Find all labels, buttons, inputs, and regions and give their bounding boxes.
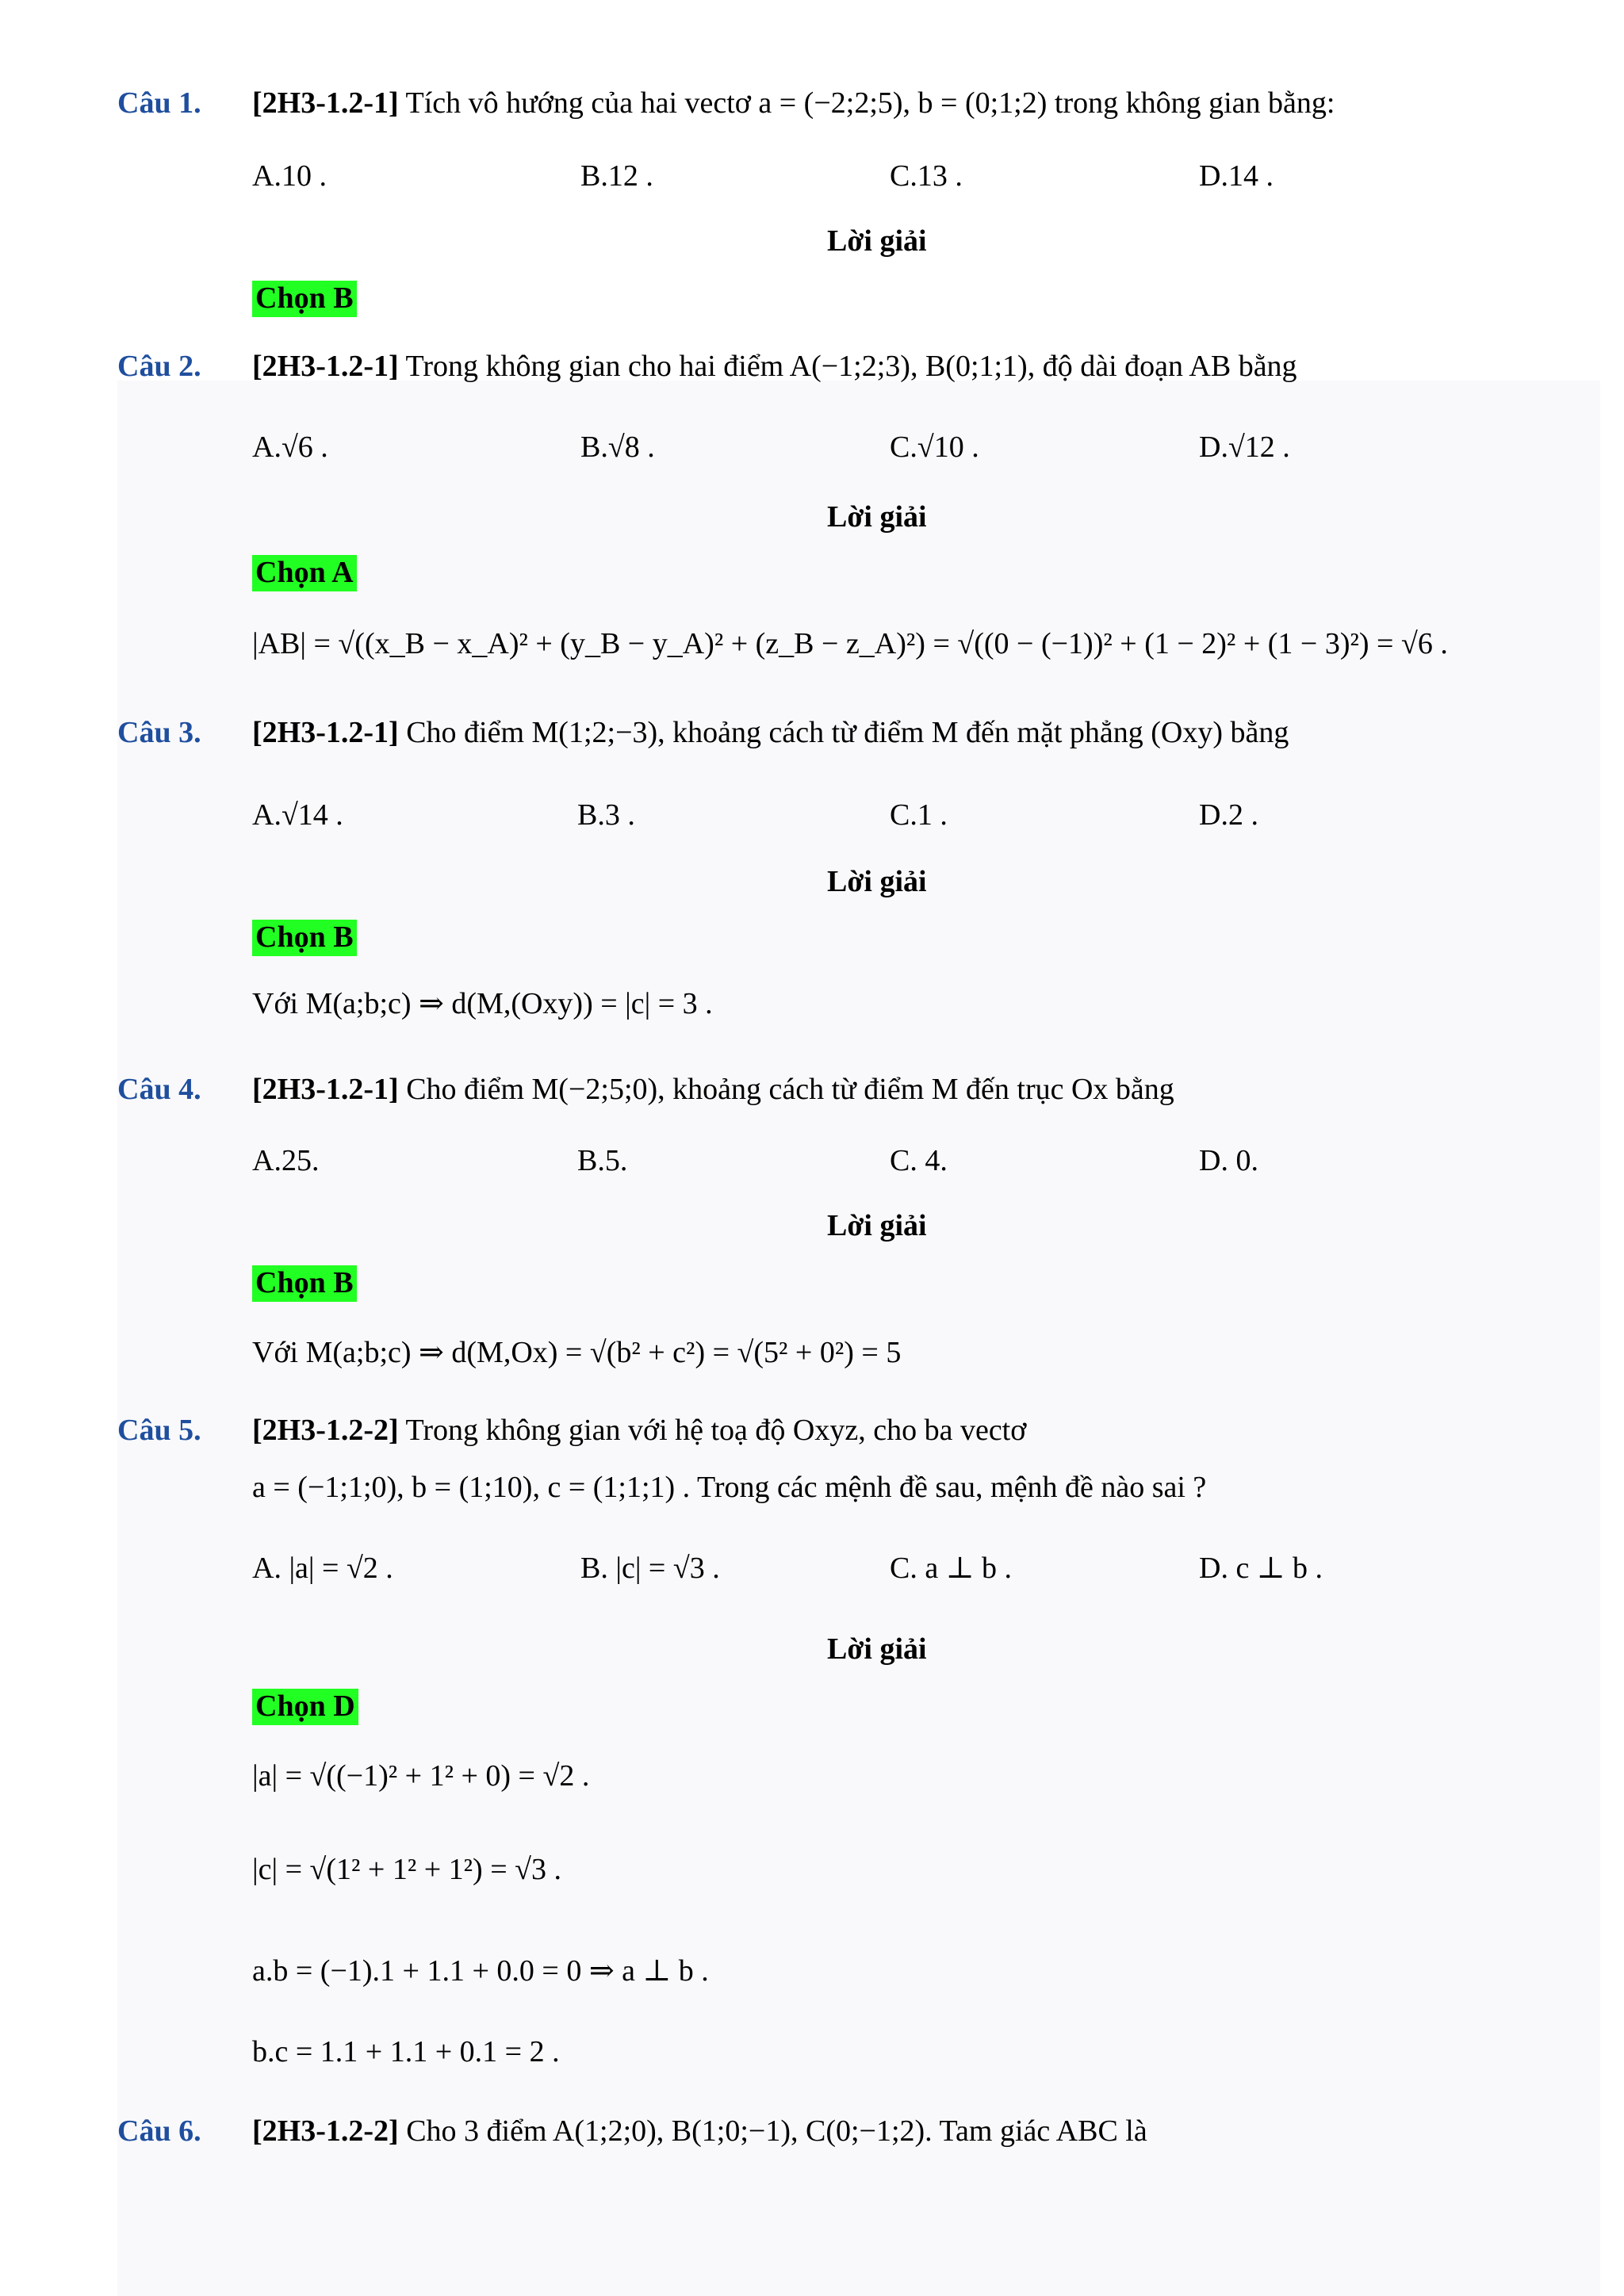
question-5-step-3: a.b = (−1).1 + 1.1 + 0.0 = 0 ⇒ a ⊥ b . <box>252 1954 709 1988</box>
question-1-body: Tích vô hướng của hai vectơ a = (−2;2;5), b = (0;1;2) trong không gian bằng: <box>405 86 1335 120</box>
question-1-option-a: A.10 . <box>252 159 327 193</box>
question-3-answer: Chọn B <box>252 920 357 956</box>
question-4-step-1: Với M(a;b;c) ⇒ d(M,Ox) = √(b² + c²) = √(5² + 0²) = 5 <box>252 1336 902 1369</box>
question-2-option-b: B.√8 . <box>580 430 655 464</box>
question-6-text <box>252 2114 1147 2150</box>
question-4-text <box>252 1072 1174 1108</box>
question-3-tag: [2H3-1.2-1] <box>252 716 399 749</box>
question-1-solution-title: Lời giải <box>827 224 927 258</box>
question-1-number: Câu 1. <box>117 86 201 120</box>
question-3-body: Cho điểm M(1;2;−3), khoảng cách từ điểm M đến mặt phẳng (Oxy) bằng <box>406 716 1289 749</box>
question-5-option-c: C. a ⊥ b . <box>890 1552 1012 1585</box>
question-2-answer: Chọn A <box>252 555 357 591</box>
question-2-solution-title: Lời giải <box>827 500 927 534</box>
question-3-option-d: D.2 . <box>1199 798 1258 832</box>
question-3-number: Câu 3. <box>117 716 201 749</box>
question-5-body: Trong không gian với hệ toạ độ Oxyz, cho ba vectơ <box>405 1414 1027 1447</box>
question-5-step-1: |a| = √((−1)² + 1² + 0) = √2 . <box>252 1759 590 1793</box>
question-2-tag: [2H3-1.2-1] <box>252 350 399 383</box>
question-3-option-b: B.3 . <box>577 798 635 832</box>
question-5-text-line-2: a = (−1;1;0), b = (1;10), c = (1;1;1) . Trong các mệnh đề sau, mệnh đề nào sai ? <box>252 1471 1207 1504</box>
question-5-solution-title: Lời giải <box>827 1632 927 1666</box>
question-2-number: Câu 2. <box>117 350 201 383</box>
question-3-text <box>252 715 1289 752</box>
question-5-tag: [2H3-1.2-2] <box>252 1414 399 1447</box>
question-2-option-d: D.√12 . <box>1199 430 1290 464</box>
question-4-tag: [2H3-1.2-1] <box>252 1073 399 1106</box>
question-5-step-2: |c| = √(1² + 1² + 1²) = √3 . <box>252 1853 562 1886</box>
question-2-text <box>252 349 1297 385</box>
question-2-option-c: C.√10 . <box>890 430 979 464</box>
question-4-option-d: D. 0. <box>1199 1144 1258 1177</box>
question-2-body: Trong không gian cho hai điểm A(−1;2;3), B(0;1;1), độ dài đoạn AB bằng <box>405 350 1297 383</box>
question-1-option-c: C.13 . <box>890 159 963 193</box>
question-4-body: Cho điểm M(−2;5;0), khoảng cách từ điểm M đến trục Ox bằng <box>406 1073 1174 1106</box>
question-4-option-b: B.5. <box>577 1144 628 1177</box>
question-5-answer: Chọn D <box>252 1689 358 1725</box>
question-1-option-b: B.12 . <box>580 159 653 193</box>
question-5-option-d: D. c ⊥ b . <box>1199 1552 1323 1585</box>
question-5-option-a: A. |a| = √2 . <box>252 1552 393 1585</box>
question-1-option-d: D.14 . <box>1199 159 1274 193</box>
question-2-step-1: |AB| = √((x_B − x_A)² + (y_B − y_A)² + (z_B − z_A)²) = √((0 − (−1))² + (1 − 2)² + (1 − 3)²) = √6 . <box>252 627 1448 660</box>
question-3-step-1: Với M(a;b;c) ⇒ d(M,(Oxy)) = |c| = 3 . <box>252 987 713 1020</box>
question-4-number: Câu 4. <box>117 1073 201 1106</box>
question-4-solution-title: Lời giải <box>827 1209 927 1242</box>
question-2-option-a: A.√6 . <box>252 430 328 464</box>
question-6-body: Cho 3 điểm A(1;2;0), B(1;0;−1), C(0;−1;2). Tam giác ABC là <box>406 2114 1147 2148</box>
question-5-option-b: B. |c| = √3 . <box>580 1552 720 1585</box>
question-4-option-a: A.25. <box>252 1144 320 1177</box>
question-6-tag: [2H3-1.2-2] <box>252 2114 399 2148</box>
question-4-option-c: C. 4. <box>890 1144 948 1177</box>
question-5-text <box>252 1413 1026 1449</box>
question-1-tag: [2H3-1.2-1] <box>252 86 399 120</box>
question-3-solution-title: Lời giải <box>827 865 927 898</box>
question-3-option-a: A.√14 . <box>252 798 343 832</box>
question-1-answer: Chọn B <box>252 281 357 317</box>
question-1-text <box>252 86 1335 122</box>
question-5-step-4: b.c = 1.1 + 1.1 + 0.1 = 2 . <box>252 2035 560 2068</box>
question-3-option-c: C.1 . <box>890 798 948 832</box>
question-6-number: Câu 6. <box>117 2114 201 2148</box>
question-5-number: Câu 5. <box>117 1414 201 1447</box>
question-4-answer: Chọn B <box>252 1265 357 1302</box>
